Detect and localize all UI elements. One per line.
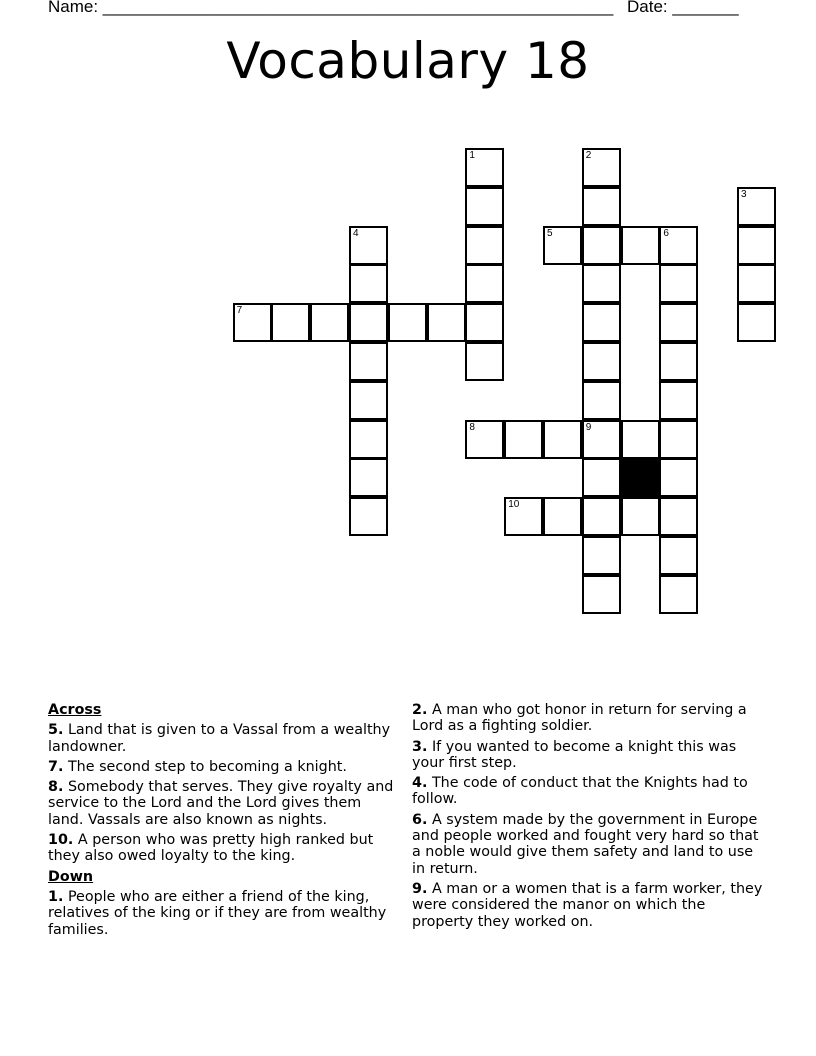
- clue-down-6: [412, 812, 767, 877]
- clue-number: 7.: [48, 758, 64, 775]
- grid-cell[interactable]: [271, 303, 310, 342]
- clue-number: 9.: [412, 880, 428, 897]
- grid-cell[interactable]: [349, 342, 388, 381]
- grid-cell[interactable]: [427, 303, 466, 342]
- grid-cell[interactable]: [465, 264, 504, 303]
- grid-cell[interactable]: [659, 264, 698, 303]
- clue-down-3: [412, 739, 767, 772]
- grid-cell[interactable]: [659, 458, 698, 497]
- grid-black-cell: [621, 458, 660, 497]
- grid-cell[interactable]: [659, 342, 698, 381]
- clue-text: If you wanted to become a knight this was your first step.: [412, 738, 737, 771]
- clue-down-2: [412, 702, 767, 735]
- clue-number: 3.: [412, 738, 428, 755]
- clue-across-8: [48, 779, 398, 828]
- clue-across-7: [48, 759, 398, 775]
- grid-cell[interactable]: [349, 381, 388, 420]
- clue-across-5: [48, 722, 398, 755]
- grid-cell[interactable]: [659, 536, 698, 575]
- cell-number: 10: [508, 499, 520, 511]
- clue-number: 1.: [48, 888, 64, 905]
- grid-cell[interactable]: [737, 226, 776, 265]
- clue-across-10: [48, 832, 398, 865]
- clue-down-1: [48, 889, 398, 938]
- clue-text: Land that is given to a Vassal from a wealthy landowner.: [48, 722, 391, 755]
- grid-cell[interactable]: [582, 226, 621, 265]
- grid-cell[interactable]: [621, 497, 660, 536]
- grid-cell[interactable]: [233, 303, 272, 342]
- cell-number: 1: [469, 150, 475, 161]
- clue-number: 8.: [48, 779, 64, 796]
- grid-cell[interactable]: [465, 226, 504, 265]
- clue-text: A man who got honor in return for serving a Lord as a fighting soldier.: [412, 702, 747, 735]
- grid-cell[interactable]: [659, 575, 698, 614]
- grid-cell[interactable]: [582, 536, 621, 575]
- grid-cell[interactable]: [543, 420, 582, 459]
- grid-cell[interactable]: [621, 420, 660, 459]
- grid-cell[interactable]: [582, 458, 621, 497]
- grid-cell[interactable]: [504, 420, 543, 459]
- clue-number: 10.: [48, 832, 74, 849]
- grid-cell[interactable]: [659, 381, 698, 420]
- grid-cell[interactable]: [659, 420, 698, 459]
- cell-number: 6: [663, 227, 669, 239]
- grid-cell[interactable]: [582, 381, 621, 420]
- grid-cell[interactable]: [659, 497, 698, 536]
- grid-cell[interactable]: [465, 420, 504, 459]
- page-title: Vocabulary 18: [226, 32, 590, 90]
- grid-cell[interactable]: [465, 303, 504, 342]
- grid-cell[interactable]: [582, 264, 621, 303]
- grid-cell[interactable]: [582, 497, 621, 536]
- grid-cell[interactable]: [388, 303, 427, 342]
- grid-cell[interactable]: [349, 226, 388, 265]
- clue-text: The code of conduct that the Knights had to follow.: [412, 775, 748, 808]
- grid-cell[interactable]: [543, 226, 582, 265]
- grid-cell[interactable]: [737, 264, 776, 303]
- grid-cell[interactable]: [737, 187, 776, 226]
- grid-cell[interactable]: [582, 575, 621, 614]
- grid-cell[interactable]: [582, 187, 621, 226]
- down-heading: Down: [48, 868, 94, 885]
- date-field-label: Date: _______: [627, 0, 739, 16]
- clues-right-column: [412, 702, 767, 934]
- grid-cell[interactable]: [582, 342, 621, 381]
- grid-cell[interactable]: [621, 226, 660, 265]
- grid-cell[interactable]: [659, 226, 698, 265]
- cell-number: 9: [585, 421, 592, 433]
- grid-cell[interactable]: [659, 303, 698, 342]
- clue-number: 5.: [48, 722, 64, 739]
- name-field-label: Name: ______________________________________________________: [48, 0, 614, 16]
- clue-text: A man or a women that is a farm worker, they were considered the manor on which the property they worked on.: [412, 880, 763, 930]
- grid-cell[interactable]: [349, 458, 388, 497]
- clue-number: 4.: [412, 775, 428, 792]
- clue-down-4: [412, 775, 767, 808]
- clue-number: 6.: [412, 811, 428, 828]
- clue-text: People who are either a friend of the king, relatives of the king or if they are from wealthy families.: [48, 888, 387, 938]
- grid-cell[interactable]: [349, 497, 388, 536]
- clue-text: Somebody that serves. They give royalty and service to the Lord and the Lord gives them land. Vassals are also known as nights.: [48, 779, 394, 828]
- clue-text: A system made by the government in Europe and people worked and fought very hard so that a noble would give them safety and land to use in return.: [412, 811, 759, 877]
- cell-number: 7: [236, 305, 243, 317]
- cell-number: 2: [585, 150, 592, 161]
- grid-cell[interactable]: [349, 420, 388, 459]
- grid-cell[interactable]: [504, 497, 543, 536]
- grid-cell[interactable]: [737, 303, 776, 342]
- cell-number: 5: [547, 227, 553, 239]
- clue-down-9: [412, 881, 767, 930]
- clue-text: A person who was pretty high ranked but they also owed loyalty to the king.: [48, 832, 374, 865]
- grid-cell[interactable]: [582, 303, 621, 342]
- clues-left-column: [48, 702, 398, 942]
- cell-number: 4: [353, 227, 359, 239]
- cell-number: 3: [741, 188, 747, 200]
- cell-number: 8: [469, 421, 475, 433]
- grid-cell[interactable]: [582, 420, 621, 459]
- grid-cell[interactable]: [349, 303, 388, 342]
- grid-cell[interactable]: [465, 187, 504, 226]
- grid-cell[interactable]: [349, 264, 388, 303]
- grid-cell[interactable]: [543, 497, 582, 536]
- grid-cell[interactable]: [310, 303, 349, 342]
- clue-number: 2.: [412, 702, 428, 718]
- grid-cell[interactable]: [465, 342, 504, 381]
- grid-cell[interactable]: [465, 148, 504, 187]
- across-heading: Across: [48, 702, 102, 718]
- grid-cell[interactable]: [582, 148, 621, 187]
- clue-text: The second step to becoming a knight.: [67, 758, 347, 775]
